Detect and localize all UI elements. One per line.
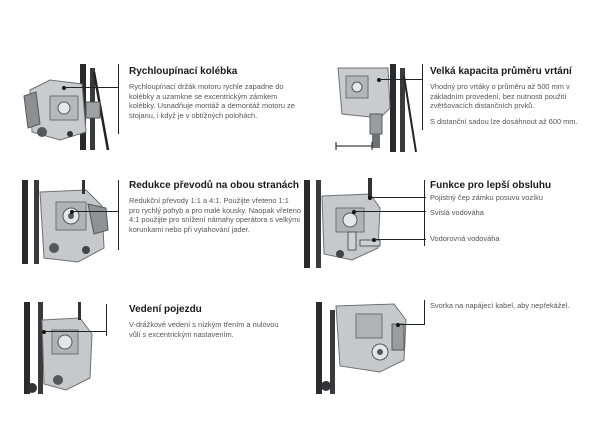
capacity-leader-line — [379, 79, 422, 80]
clamp-leader-line — [398, 324, 424, 325]
guide-leader-vertical — [106, 304, 107, 336]
cable-clamp-text: Svorka na napájecí kabel, aby nepřekážel. — [430, 301, 570, 310]
cradle-leader-vertical — [118, 64, 119, 134]
carriage-guide-photo — [18, 300, 108, 396]
cradle-leader-line — [64, 87, 118, 88]
capacity-title: Velká kapacita průměru vrtání — [430, 66, 572, 77]
operation-feature-horizontal-level: Vodorovná vodováha — [430, 234, 500, 243]
operation-photo — [300, 178, 410, 270]
quick-cradle-text: Rychloupínací držák motoru rychle zapadne do kolébky a uzamkne se excentrickým zámkem kolébky. Usnadňuje montáž a demontáž motoru ze stojanu, i když je v obtížných polohách. — [129, 82, 295, 120]
capacity-text: Vhodný pro vrtáky o průměru až 500 mm v základním provedení, bez nutnosti použití zvětšovacích distančních prvků. S distanční sadou lze dosáhnout až 600 mm. — [430, 82, 590, 126]
operation-title: Funkce pro lepší obsluhu — [430, 180, 552, 191]
operation-leader-1 — [370, 197, 426, 198]
cable-clamp-photo — [310, 300, 414, 396]
quick-cradle-title: Rychloupínací kolébka — [129, 66, 238, 77]
gear-leader-vertical — [118, 180, 119, 250]
capacity-text-extension: S distanční sadou lze dosáhnout až 600 mm. — [430, 116, 578, 126]
operation-leader-2 — [354, 211, 426, 212]
gear-reduction-photo — [18, 178, 113, 266]
operation-feature-lock-pin: Pojistný čep zámku posuvu vozíku — [430, 193, 543, 202]
clamp-leader-vertical — [424, 300, 425, 325]
quick-cradle-photo — [20, 62, 115, 152]
operation-leader-3 — [374, 239, 426, 240]
guide-leader-line — [44, 331, 106, 332]
operation-feature-vertical-level: Svislá vodováha — [430, 208, 484, 217]
carriage-guide-title: Vedení pojezdu — [129, 304, 202, 315]
carriage-guide-text: V-drážkové vedení s nízkým třením a nulovou vůlí s excentrickým nastavením. — [129, 320, 279, 339]
gear-reduction-text: Redukční převody 1:1 a 4:1. Použijte vřeteno 1:1 pro rychlý pohyb a pro malé kousky. Naopak vřeteno 4:1 použijte pro snížení námahy operátora s velkými korunkami nebo při vytahování jader. — [129, 196, 301, 234]
operation-leader-vertical — [424, 180, 425, 246]
capacity-leader-vertical — [422, 64, 423, 130]
gear-reduction-title: Redukce převodů na obou stranách — [129, 180, 300, 191]
gear-leader-line — [72, 211, 118, 212]
capacity-photo — [332, 62, 420, 154]
